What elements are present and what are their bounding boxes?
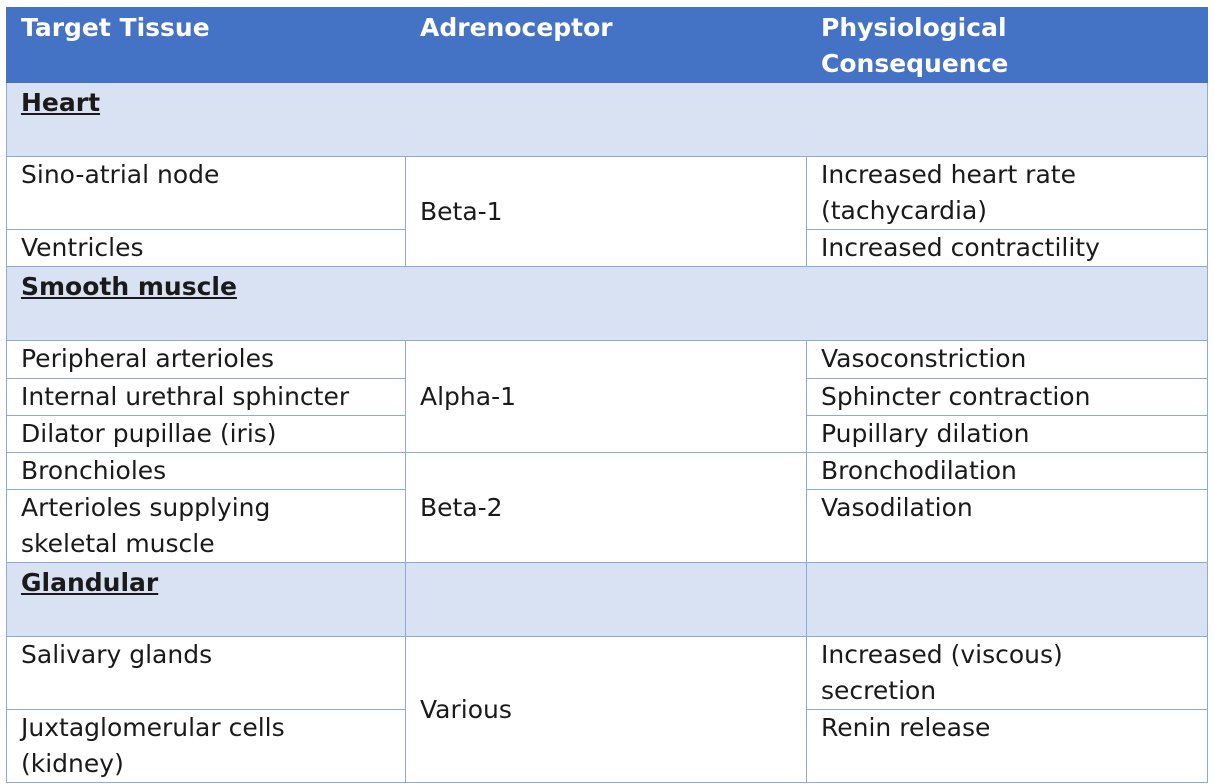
adrenoceptor-table	[6, 7, 1208, 783]
tissue-line2: skeletal muscle	[21, 529, 215, 558]
tissue-cell: Internal urethral sphincter	[7, 379, 406, 416]
tissue-cell	[7, 710, 406, 783]
section-empty-cell	[406, 563, 807, 637]
tissue-cell: Peripheral arterioles	[7, 341, 406, 379]
effect-cell	[807, 637, 1208, 710]
effect-cell	[807, 157, 1208, 230]
tissue-line2: (kidney)	[21, 749, 124, 778]
section-row-heart	[7, 83, 1208, 157]
effect-cell: Sphincter contraction	[807, 379, 1208, 416]
section-empty-cell	[807, 563, 1208, 637]
effect-cell: Bronchodilation	[807, 453, 1208, 490]
header-adrenoceptor: Adrenoceptor	[406, 8, 807, 83]
tissue-cell: Bronchioles	[7, 453, 406, 490]
table-row	[7, 637, 1208, 710]
tissue-line1: Arterioles supplying	[21, 493, 271, 522]
effect-line1: Increased heart rate	[821, 160, 1076, 189]
header-target-tissue: Target Tissue	[7, 8, 406, 83]
section-row-smooth-muscle	[7, 267, 1208, 341]
header-physiological-consequence	[807, 8, 1208, 83]
tissue-line1: Juxtaglomerular cells	[21, 713, 285, 742]
receptor-cell: Beta-1	[406, 157, 807, 267]
effect-cell: Vasodilation	[807, 490, 1208, 563]
table-header-row	[7, 8, 1208, 83]
effect-line2: (tachycardia)	[821, 196, 988, 225]
effect-line2: secretion	[821, 676, 937, 705]
effect-cell: Pupillary dilation	[807, 416, 1208, 453]
tissue-cell: Salivary glands	[7, 637, 406, 710]
receptor-cell: Various	[406, 637, 807, 783]
tissue-cell	[7, 490, 406, 563]
effect-cell: Vasoconstriction	[807, 341, 1208, 379]
table-row	[7, 453, 1208, 490]
section-row-glandular	[7, 563, 1208, 637]
tissue-cell: Sino-atrial node	[7, 157, 406, 230]
section-label-heart: Heart	[21, 88, 101, 117]
table-row	[7, 157, 1208, 230]
section-label-glandular: Glandular	[21, 568, 159, 597]
section-label-smooth-muscle: Smooth muscle	[21, 272, 237, 301]
effect-cell: Renin release	[807, 710, 1208, 783]
receptor-cell: Beta-2	[406, 453, 807, 563]
tissue-cell: Ventricles	[7, 230, 406, 267]
header-col3-line2: Consequence	[821, 49, 1009, 78]
header-col3-line1: Physiological	[821, 13, 1007, 42]
table-row	[7, 341, 1208, 379]
tissue-cell: Dilator pupillae (iris)	[7, 416, 406, 453]
effect-cell: Increased contractility	[807, 230, 1208, 267]
effect-line1: Increased (viscous)	[821, 640, 1063, 669]
receptor-cell: Alpha-1	[406, 341, 807, 453]
